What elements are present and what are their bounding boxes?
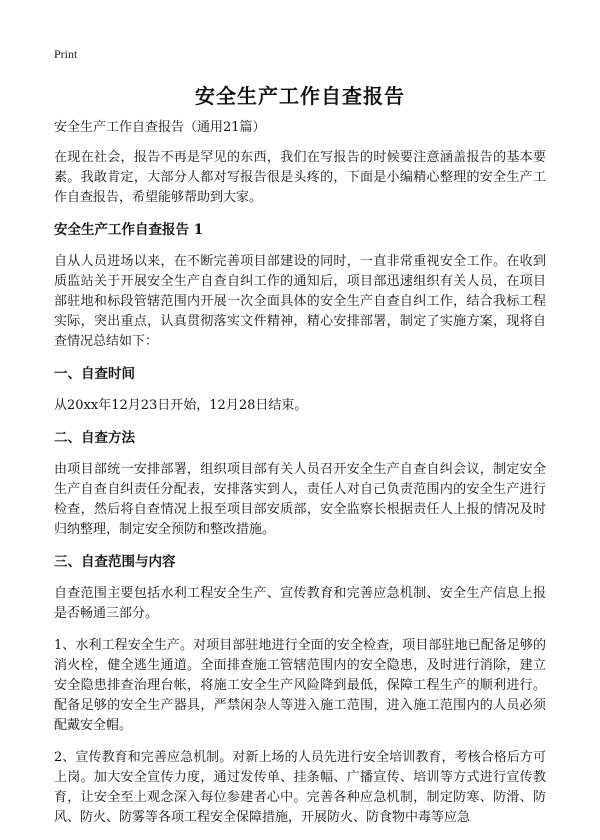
paragraph-4: 自查范围主要包括水利工程安全生产、宣传教育和完善应急机制、安全生产信息上报是否畅通三部分。 [54, 586, 546, 621]
paragraph-6: 2、宣传教育和完善应急机制。对新上场的人员先进行安全培训教育，考核合格后方可上岗。加大安全宣传力度，通过发传单、挂条幅、广播宣传、培训等方式进行宣传教育，让安全至上观念深入每位参建者心中。完善各种应急机制，制定防寒、防滑、防风、防火、防雾等各项工程安全保障措施，开展防火、防食物中毒等应急 [54, 750, 546, 825]
heading-inspection-time: 一、自查时间 [54, 366, 135, 382]
section-heading: 安全生产工作自查报告 1 [54, 222, 204, 238]
paragraph-3: 由项目部统一安排部署，组织项目部有关人员召开安全生产自查自纠会议，制定安全生产自查自纠责任分配表，安排落实到人，责任人对自己负责范围内的安全生产进行检查，然后将自查情况上报至项目部安质部，安全监察长根据责任人上报的情况及时归纳整理，制定安全预防和整改措施。 [54, 462, 546, 537]
paragraph-1: 自从人员进场以来，在不断完善项目部建设的同时，一直非常重视安全工作。在收到质监站关于开展安全生产自查自纠工作的通知后，项目部迅速组织有关人员，在项目部驻地和标段管辖范围内开展一次全面具体的安全生产自查自纠工作，结合我标工程实际，突出重点，认真贯彻落实文件精神，精心安排部署，制定了实施方案，现将自查情况总结如下： [54, 254, 546, 349]
print-link[interactable]: Print [54, 47, 78, 61]
paragraph-5: 1、水利工程安全生产。对项目部驻地进行全面的安全检查，项目部驻地已配备足够的消火栓，健全逃生通道。全面排查施工管辖范围内的安全隐患，及时进行消除，建立安全隐患排查治理台帐，将施工安全生产风险降到最低，保障工程生产的顺利进行。配备足够的安全生产器具，严禁闲杂人等进入施工范围，进入施工范围内的人员必须配戴安全帽。 [54, 638, 546, 733]
heading-inspection-scope: 三、自查范围与内容 [54, 554, 176, 570]
heading-inspection-method: 二、自查方法 [54, 430, 135, 446]
document-title: 安全生产工作自查报告 [195, 84, 405, 108]
document-body [54, 118, 546, 840]
intro-paragraph: 在现在社会，报告不再是罕见的东西，我们在写报告的时候要注意涵盖报告的基本要素。我敢肯定，大部分人都对写报告很是头疼的，下面是小编精心整理的安全生产工作自查报告，希望能够帮助到大家。 [54, 150, 546, 205]
paragraph-2: 从20xx年12月23日开始，12月28日结束。 [54, 398, 308, 413]
document-subtitle: 安全生产工作自查报告（通用21篇） [54, 120, 266, 135]
